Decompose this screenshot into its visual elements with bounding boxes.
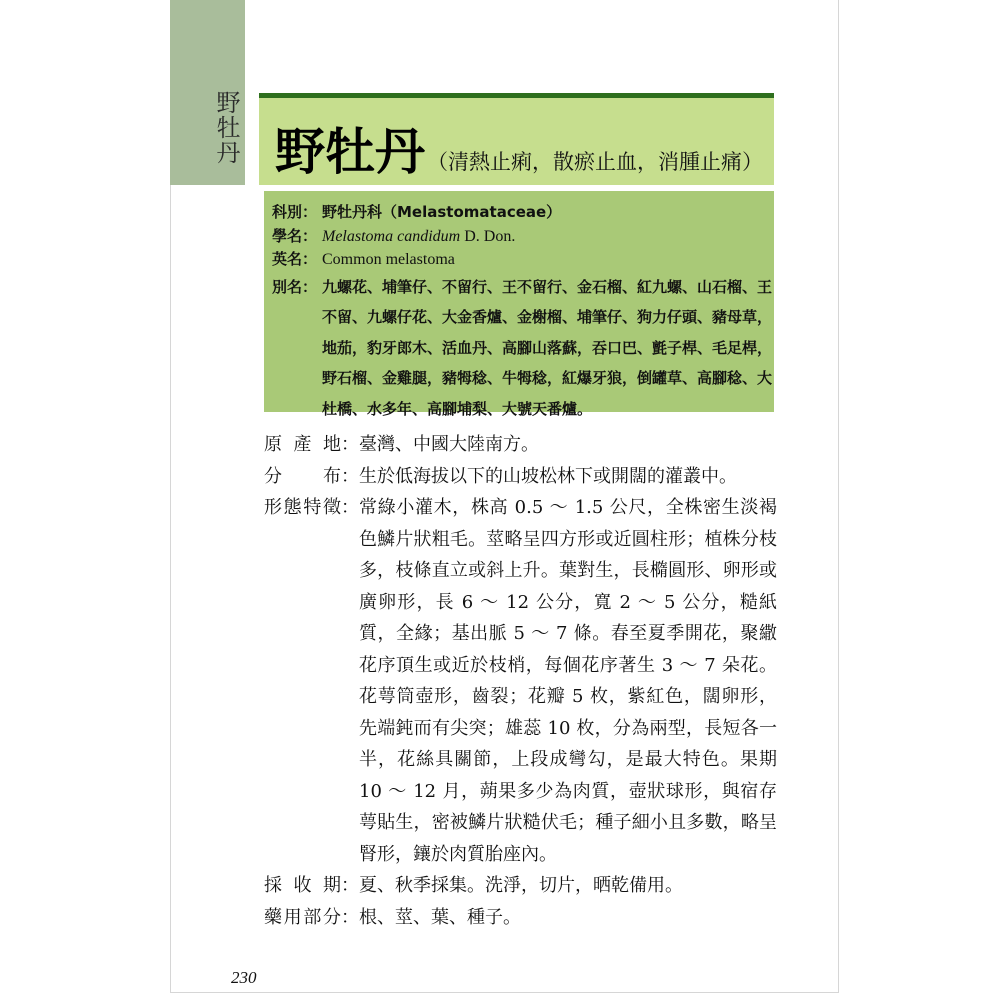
harvest-value: 夏、秋季採集。洗淨，切片，晒乾備用。 [359,875,683,896]
scientific-name-row [272,225,774,249]
plant-name-title: 野牡丹 [275,122,425,181]
info-box [264,191,774,418]
morphology-label: 形態特徵 [264,497,341,518]
harvest-label: 採收期 [264,875,341,896]
family-row [272,201,774,225]
origin-label: 原產地 [264,434,341,455]
family-value: 野牡丹科（Melastomataceae） [322,203,562,221]
alias-row [272,276,774,425]
title-box [259,93,774,185]
harvest-field: 採收期 ： 夏、秋季採集。洗淨，切片，晒乾備用。 [264,870,784,902]
plant-effects-subtitle: （清熱止痢，散瘀止血，消腫止痛） [427,150,763,174]
origin-field: 原產地 ： 臺灣、中國大陸南方。 [264,429,784,461]
medicinal-parts-label: 藥用部分 [264,906,341,928]
distribution-label: 分布 [264,465,341,487]
morphology-value: 常綠小灌木，株高 0.5 ～ 1.5 公尺，全株密生淡褐色鱗片狀粗毛。莖略呈四方形或近圓柱形；植株分枝多，枝條直立或斜上升。葉對生，長橢圓形、卵形或廣卵形，長 6 ～ 12 公分，寬 2 ～ 5 公分，糙紙質，全緣；基出脈 5 ～ 7 條。春至夏季開花，聚繖花序頂生或近於枝梢，每個花序著生 3 ～ 7 朵花。花萼筒壺形，齒裂；花瓣 5 枚，紫紅色，闊卵形，先端鈍而有尖突；雄蕊 10 枚，分為兩型，長短各一半，花絲具關節，上段成彎勾，是最大特色。果期 10 ～ 12 月，蒴果多少為肉質，壺狀球形，與宿存萼貼生，密被鱗片狀糙伏毛；種子細小且多數，略呈腎形，鑲於肉質胎座內。 [359,497,777,865]
distribution-field: 分布 ： 生於低海拔以下的山坡松林下或開闊的灌叢中。 [264,461,784,493]
alias-value: 九螺花、埔筆仔、不留行、王不留行、金石榴、紅九螺、山石榴、王不留、九螺仔花、大金香爐、金榭榴、埔筆仔、狗力仔頭、豬母草，地茄，豹牙郎木、活血丹、高腳山落蘇，吞口巴、氈子桿、毛足桿，野石榴、金雞腿，豬牳稔、牛牳稔，紅爆牙狼，倒罐草、高腳稔、大杜橋、水多年、高腳埔梨、大號天番爐。 [322,277,773,418]
side-tab-label: 野牡丹 [212,90,240,165]
family-label: 科別： [272,203,318,221]
scientific-author: D. Don. [460,227,516,245]
scientific-genus-species: Melastoma candidum [322,227,461,245]
english-name-label: 英名： [272,250,318,268]
page-number: 230 [231,968,257,987]
distribution-value: 生於低海拔以下的山坡松林下或開闊的灌叢中。 [359,465,737,487]
origin-value: 臺灣、中國大陸南方。 [359,434,539,455]
side-tab [170,0,245,185]
morphology-field: 形態特徵 ： 常綠小灌木，株高 0.5 ～ 1.5 公尺，全株密生淡褐色鱗片狀粗毛。莖略呈四方形或近圓柱形；植株分枝多，枝條直立或斜上升。葉對生，長橢圓形、卵形或廣卵形，長 6 ～ 12 公分，寬 2 ～ 5 公分，糙紙質，全緣；基出脈 5 ～ 7 條。春至夏季開花，聚繖花序頂生或近於枝梢，每個花序著生 3 ～ 7 朵花。花萼筒壺形，齒裂；花瓣 5 枚，紫紅色，闊卵形，先端鈍而有尖突；雄蕊 10 枚，分為兩型，長短各一半，花絲具關節，上段成彎勾，是最大特色。果期 10 ～ 12 月，蒴果多少為肉質，壺狀球形，與宿存萼貼生，密被鱗片狀糙伏毛；種子細小且多數，略呈腎形，鑲於肉質胎座內。 [264,492,784,870]
english-name-value: Common melastoma [322,251,455,268]
scientific-name-value [322,225,770,249]
medicinal-parts-field: 藥用部分 ： 根、莖、葉、種子。 [264,902,784,934]
medicinal-parts-value: 根、莖、葉、種子。 [359,906,521,928]
description-section [264,429,784,933]
alias-label: 別名： [272,277,318,296]
english-name-row [272,248,774,272]
scientific-name-label: 學名： [272,226,318,245]
